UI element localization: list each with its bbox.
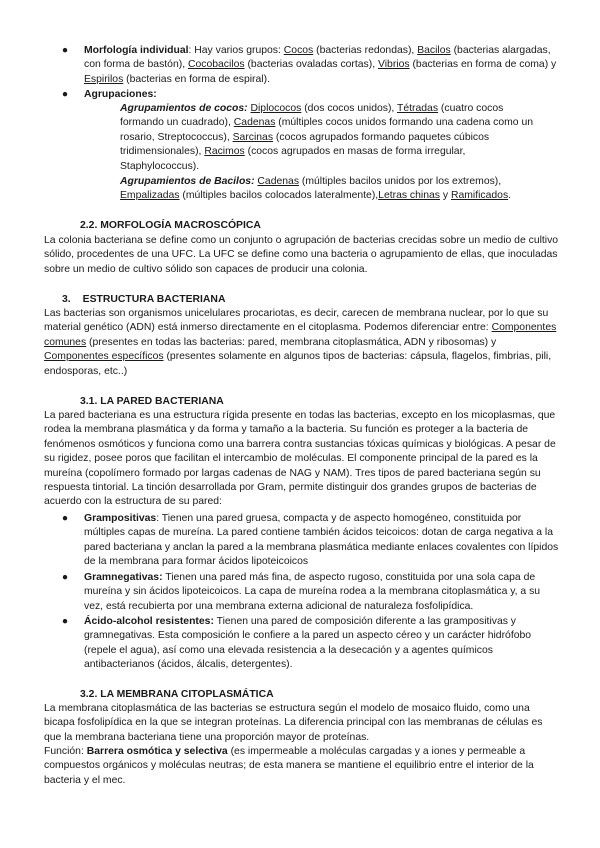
- tetradas-link: Tétradas: [397, 103, 439, 114]
- section-body-3-2: La membrana citoplasmática de las bacterias se estructura según el modelo de mosaico fluido, como una bicapa fosfolipídica en la que se integran proteínas. La diferencia principal con las membranas de células es que la membrana bacteriana tiene una proporción mayor de proteínas.: [44, 703, 543, 743]
- agrupamientos-bacilos: Agrupamientos de Bacilos: Cadenas (múltiples bacilos unidos por los extremos), Empalizadas (múltiples bacilos colocados lateralmente),Letras chinas y Ramificados.: [120, 176, 512, 202]
- racimos-link: Racimos: [204, 146, 245, 158]
- bacilos-link: Bacilos: [417, 45, 451, 56]
- morfologia-label: Morfología individual: [84, 45, 189, 56]
- grampositivas-item: Grampositivas: Tienen una pared gruesa, compacta y de aspecto homogéneo, constituida por múltiples capas de mureína. La pared contiene también ácidos teicoicos: dotan de carga negativa a la pared bacteriana y anclan la pared a la membrana plasmática mediante enlaces covalentes con lípidos de la membrana para formar ácidos lipoteicoicos: [84, 513, 559, 568]
- gramnegativas-item: Gramnegativas: Tienen una pared más fina, de aspecto rugoso, constituida por una sola capa de mureína y sin ácidos lipoteicoicos. La capa de mureína rodea a la membrana citoplasmática y, a su vez, está recubierta por una membrana externa adicional de naturaleza fosfolipídica.: [84, 572, 541, 612]
- bullet: ●: [61, 45, 69, 56]
- letras-chinas-link: Letras chinas: [378, 190, 440, 202]
- section-body-3: Las bacterias son organismos unicelulares procariotas, es decir, carecen de membrana nuclear, por lo que su material genético (ADN) está inmerso directamente en el citoplasma. Podemos diferenciar entre: Componentes comunes (presentes en todas las bacterias: pared, membrana citoplasmática, ADN y ribosomas) y Componentes específicos (presentes solamente en algunos tipos de bacterias: cápsula, flagelos, fimbrias, pili, endosporas, etc..): [44, 308, 557, 377]
- agrupaciones-label: Agrupaciones:: [84, 89, 157, 100]
- agrupamientos-cocos: Agrupamientos de cocos: Diplococos (dos cocos unidos), Tétradas (cuatro cocos formando un cuadrado), Cadenas (múltiples cocos unidos formando una cadena como un rosario, Streptococcus), Sarcinas (cocos agrupados formando paquetes cúbicos tridimensionales), Racimos (cocos agrupados en masas de forma irregular, Staphylococcus).: [120, 103, 533, 172]
- cocos-link: Cocos: [283, 45, 314, 56]
- section-title-3-1: 3.1. LA PARED BACTERIANA: [80, 396, 224, 407]
- funcion-paragraph: Función: Barrera osmótica y selectiva (es impermeable a moléculas cargadas y a iones y permeable a compuestos orgánicos y moléculas neutras; de esta manera se mantiene el equilibrio entre el interior de la bacteria y el mec.: [44, 746, 534, 786]
- espirilos-link: Espirilos: [84, 73, 124, 85]
- section-body-3-1: La pared bacteriana es una estructura rígida presente en todas las bacterias, excepto en los micoplasmas, que rodea la membrana plasmática y da forma y tamaño a la bacteria. Su función es proteger a la bacteria de fenómenos osmóticos y funciona como una barrera contra sustancias tóxicas químicas y biológicas. A pesar de su rigidez, posee poros que facilitan el intercambio de moléculas. El componente principal de la pared es la mureína (copolímero formado por largas cadenas de NAG y NAM). Tres tipos de pared bacteriana según su respuesta tintorial. La tinción desarrollada por Gram, permite distinguir dos grandes grupos de bacterias de acuerdo con la estructura de su pared:: [44, 410, 556, 508]
- componentes-especificos-link: Componentes específicos: [44, 351, 164, 363]
- componentes-comunes-link: Componentes comunes: [44, 322, 557, 348]
- bullet: ●: [61, 513, 69, 524]
- section-title-3: 3. ESTRUCTURA BACTERIANA: [62, 294, 226, 305]
- section-body-2-2: La colonia bacteriana se define como un conjunto o agrupación de bacterias crecidas sobre un medio de cultivo sólido, procedentes de una UFC. La UFC se define como una bacteria o agrupamiento de ellas, que inoculadas sobre un medio de cultivo sólido son capaces de producir una colonia.: [44, 235, 559, 275]
- section-title-2-2: 2.2. MORFOLOGÍA MACROSCÓPICA: [80, 220, 261, 231]
- bullet: ●: [61, 89, 69, 100]
- morfologia-individual-item: Morfología individual: Hay varios grupos: Cocos (bacterias redondas), Bacilos (bacterias alargadas, con forma de bastón), Cocobacilos (bacterias ovaladas cortas), Vibrios (bacterias en forma de coma) y Espirilos (bacterias en forma de espiral).: [84, 45, 557, 85]
- ramificados-link: Ramificados: [450, 190, 509, 202]
- vibrios-link: Vibrios: [377, 59, 410, 71]
- cadenas-bacilos-link: Cadenas: [257, 176, 300, 187]
- empalizadas-link: Empalizadas: [120, 190, 180, 202]
- diplococos-link: Diplococos: [250, 103, 302, 114]
- acido-alcohol-item: Ácido-alcohol resistentes: Tienen una pared de composición diferente a las grampositivas y gramnegativas. Esta composición le confiere a la pared un aspecto céreo y un carácter hidrófobo (repele el agua), así como una elevada resistencia a la desecación y a agentes químicos antibacterianos (ácidos, álcalis, detergentes).: [84, 616, 532, 671]
- bullet: ●: [61, 572, 69, 583]
- cadenas-cocos-link: Cadenas: [233, 117, 276, 129]
- section-title-3-2: 3.2. LA MEMBRANA CITOPLASMÁTICA: [80, 689, 274, 700]
- sarcinas-link: Sarcinas: [232, 131, 274, 143]
- bullet: ●: [61, 616, 69, 627]
- cocobacilos-link: Cocobacilos: [187, 59, 245, 71]
